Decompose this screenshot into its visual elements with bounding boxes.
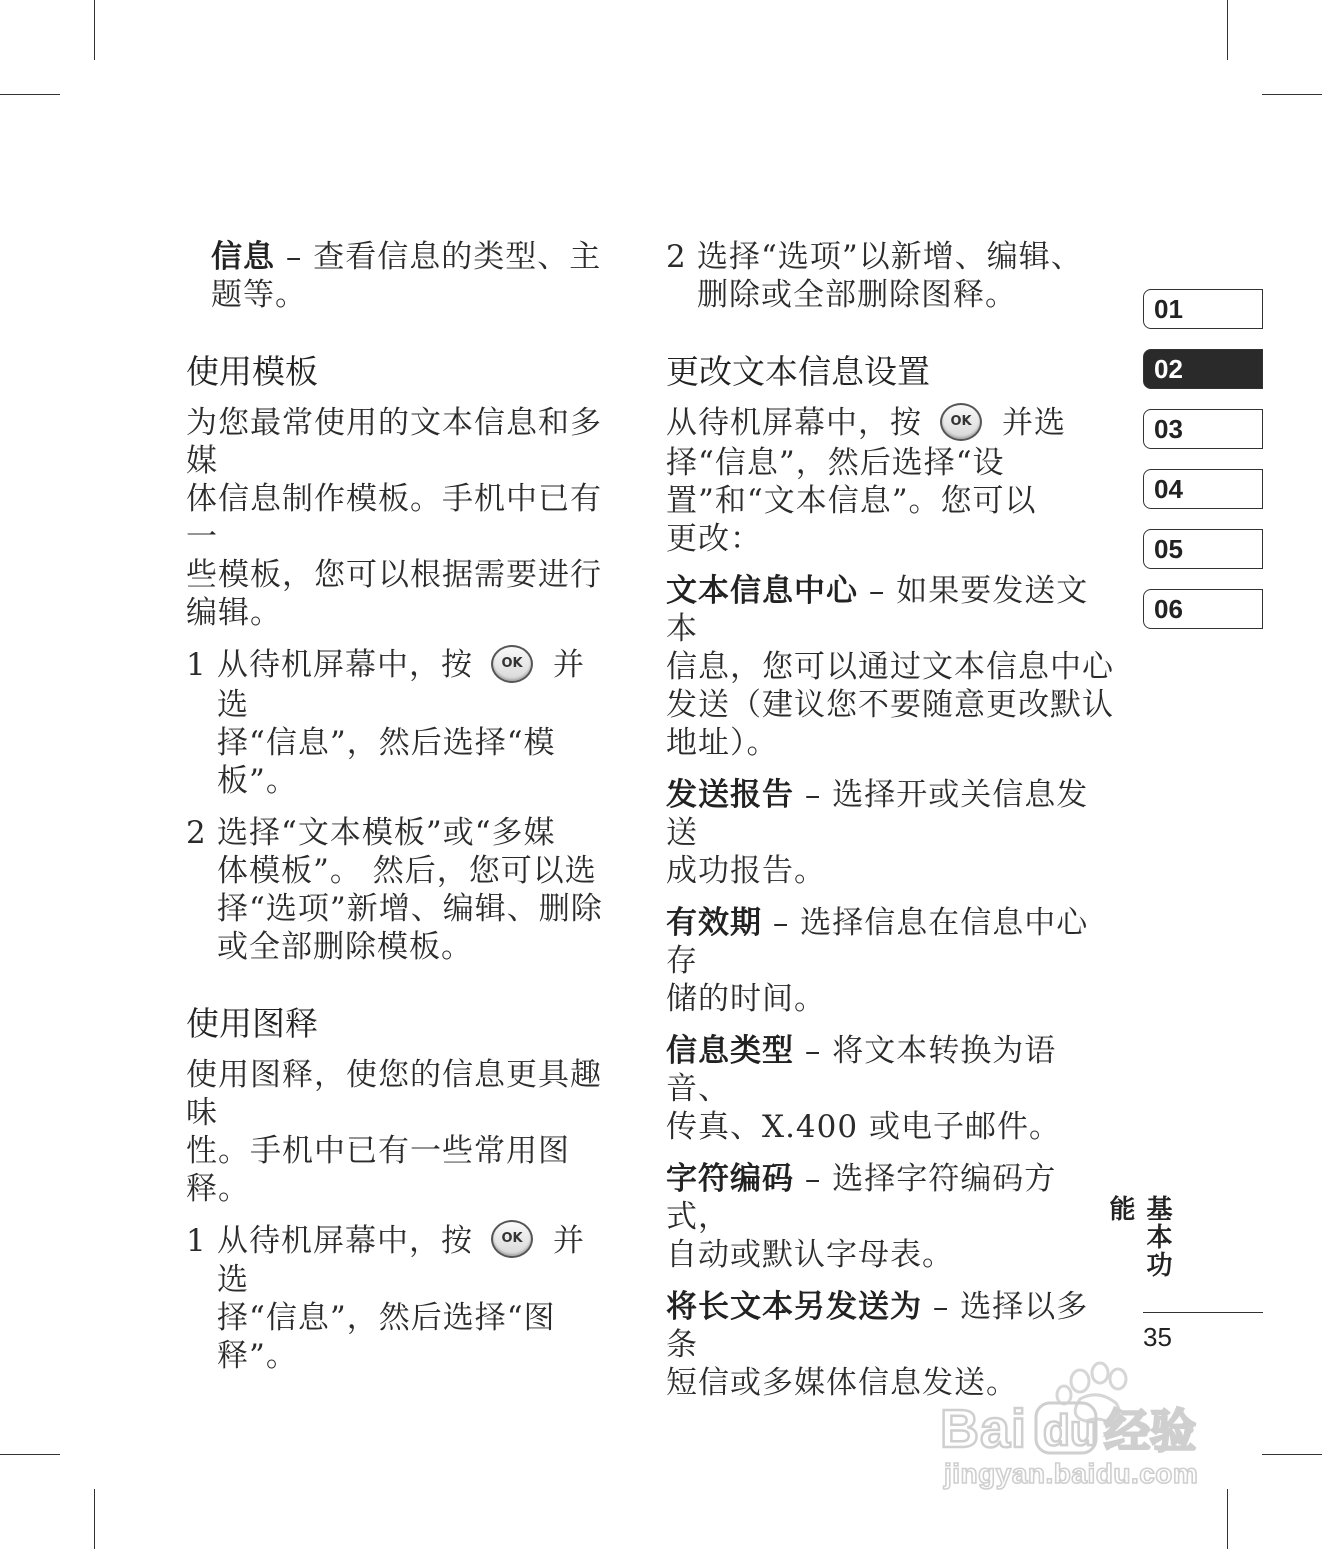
templates-step-2 [186, 814, 616, 966]
intro-paragraph [211, 238, 616, 314]
right-column [666, 238, 1116, 1416]
step-text: 并选 [217, 647, 585, 723]
emoticons-body: 使用图释，使您的信息更具趣味 性。手机中已有一些常用图释。 [186, 1056, 602, 1207]
section-label: 基本功能 [1105, 1195, 1172, 1279]
ok-key-icon: OK [940, 403, 982, 441]
setting-item [666, 776, 1116, 890]
chapter-tab-04[interactable]: 04 [1143, 469, 1263, 509]
setting-item [666, 572, 1116, 762]
intro-text: – 查看信息的类型、主 题等。 [211, 239, 602, 313]
chapter-tab-03[interactable]: 03 [1143, 409, 1263, 449]
setting-description: – 选择开或关信息发送 成功报告。 [666, 776, 1089, 889]
step-text: 择“信息”，然后选择“图 释”。 [217, 1300, 556, 1374]
step-text: 并选 [217, 1222, 585, 1298]
step-text: 从待机屏幕中，按 [217, 647, 473, 683]
templates-step-1 [186, 646, 616, 800]
setting-item [666, 904, 1116, 1018]
setting-item [666, 1032, 1116, 1146]
step-number: 1 [186, 1222, 207, 1259]
chapter-tab-01[interactable]: 01 [1143, 289, 1263, 329]
crop-mark [1262, 94, 1322, 95]
body-text: 从待机屏幕中，按 [666, 405, 922, 441]
crop-mark [94, 1489, 95, 1549]
footer-rule [1143, 1312, 1263, 1313]
step-number: 2 [186, 814, 207, 851]
section-heading-text-settings: 更改文本信息设置 [666, 352, 930, 391]
svg-text:Bai: Bai [940, 1399, 1028, 1459]
baidu-jingyan-watermark-logo [940, 1355, 1240, 1495]
text-settings-body [666, 404, 1116, 558]
setting-description: – 选择信息在信息中心存 储的时间。 [666, 904, 1089, 1017]
crop-mark [1227, 1489, 1228, 1549]
section-heading-templates: 使用模板 [186, 352, 318, 391]
chapter-tab-02[interactable]: 02 [1143, 349, 1263, 389]
setting-description: – 选择以多条 短信或多媒体信息发送。 [666, 1288, 1089, 1401]
section-heading-emoticons: 使用图释 [186, 1003, 318, 1043]
chapter-tabs [1143, 289, 1263, 649]
templates-body: 为您最常使用的文本信息和多媒 体信息制作模板。手机中已有一 些模板，您可以根据需要进行 编辑。 [186, 405, 602, 631]
body-text: 并选 [1002, 405, 1066, 441]
svg-text:du: du [1043, 1406, 1097, 1455]
chapter-tab-06[interactable]: 06 [1143, 589, 1263, 629]
step-text: 选择“选项”以新增、编辑、 删除或全部删除图释。 [697, 239, 1083, 313]
crop-mark [0, 1454, 60, 1455]
setting-description: – 选择字符编码方式， 自动或默认字母表。 [666, 1160, 1057, 1273]
setting-term: 有效期 [666, 904, 762, 941]
setting-term: 信息类型 [666, 1032, 794, 1069]
setting-description: – 如果要发送文本 信息，您可以通过文本信息中心 发送（建议您不要随意更改默认 地址）。 [666, 572, 1114, 761]
chapter-tab-05[interactable]: 05 [1143, 529, 1263, 569]
ok-key-icon: OK [491, 1220, 533, 1258]
emoticons-step-1 [186, 1222, 616, 1376]
ok-key-icon: OK [491, 645, 533, 683]
step-number: 1 [186, 647, 207, 683]
setting-description: – 将文本转换为语音、 传真、X.400 或电子邮件。 [666, 1032, 1061, 1145]
body-text: 择“信息”，然后选择“设 置”和“文本信息”。您可以 更改： [666, 444, 1037, 557]
step-text: 择“信息”，然后选择“模 板”。 [217, 724, 556, 799]
setting-item [666, 1160, 1116, 1274]
crop-mark [94, 0, 95, 60]
step-number: 2 [666, 239, 687, 275]
crop-mark [1227, 0, 1228, 60]
crop-mark [1262, 1454, 1322, 1455]
left-column [186, 238, 616, 1389]
intro-term: 信息 [211, 239, 275, 275]
setting-term: 发送报告 [666, 776, 794, 813]
page-number: 35 [1143, 1322, 1172, 1352]
svg-text:经验: 经验 [1104, 1404, 1196, 1458]
crop-mark [0, 94, 60, 95]
setting-term: 文本信息中心 [666, 572, 858, 609]
svg-text:jingyan.baidu.com: jingyan.baidu.com [944, 1458, 1199, 1489]
step-text: 从待机屏幕中，按 [217, 1222, 473, 1259]
step-text: 选择“文本模板”或“多媒 体模板”。 然后，您可以选 择“选项”新增、编辑、删除 或全部删除模板。 [217, 814, 603, 965]
setting-term: 将长文本另发送为 [666, 1288, 922, 1325]
setting-term: 字符编码 [666, 1160, 794, 1197]
emoticons-step-2 [666, 238, 1116, 314]
